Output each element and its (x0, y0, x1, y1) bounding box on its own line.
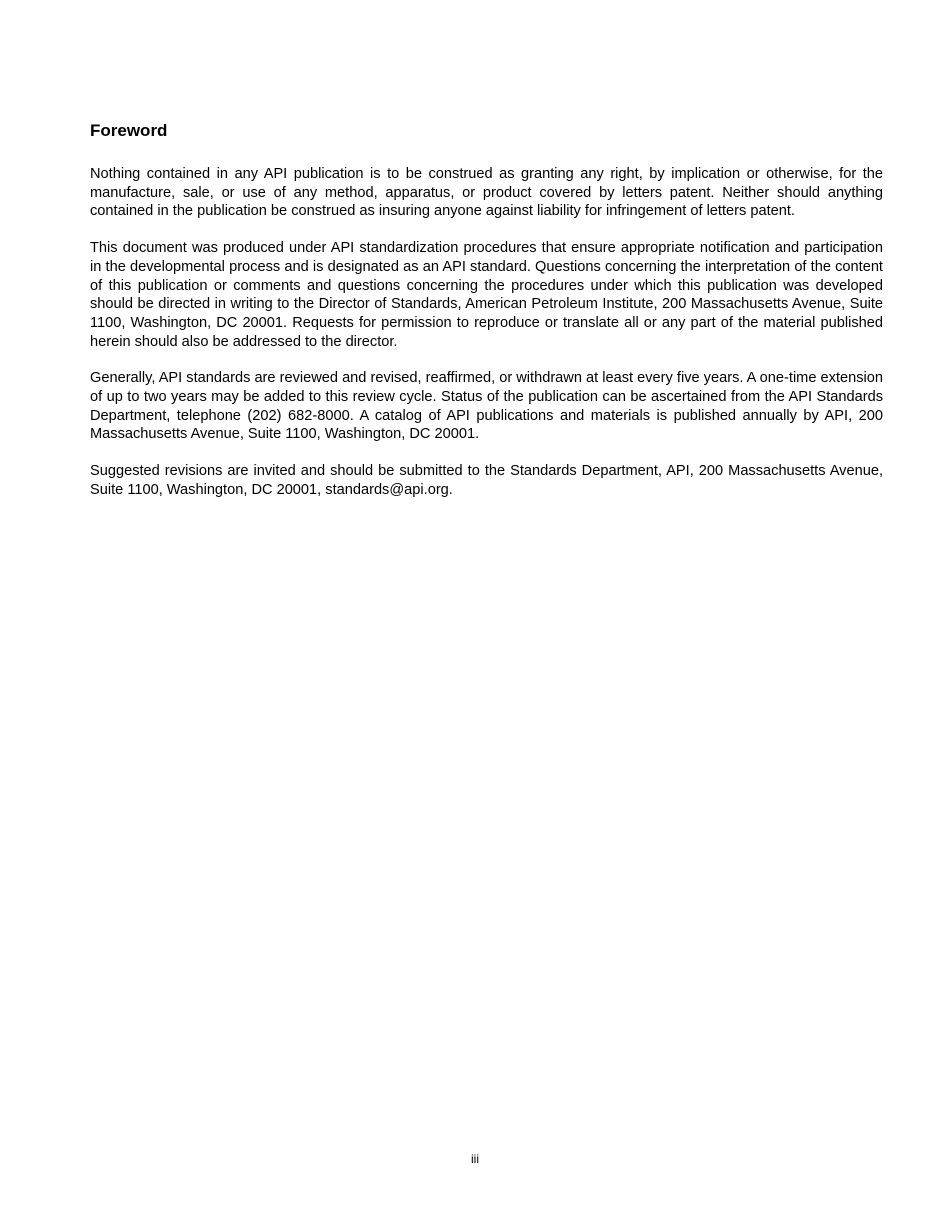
foreword-body (90, 165, 883, 518)
paragraph-review-cycle: Generally, API standards are reviewed and revised, reaffirmed, or withdrawn at least every five years. A one-time extension of up to two years may be added to this review cycle. Status of the publication can be ascertained from the API Standards Department, telephone (202) 682-8000. A catalog of API publications and materials is published annually by API, 200 Massachusetts Avenue, Suite 1100, Washington, DC 20001. (90, 370, 883, 443)
page-title: Foreword (90, 121, 168, 140)
paragraph-suggested-revisions: Suggested revisions are invited and should be submitted to the Standards Department, API, 200 Massachusetts Avenue, Suite 1100, Washington, DC 20001, standards@api.org. (90, 463, 883, 498)
page-number: iii (471, 1152, 479, 1166)
paragraph-patent-disclaimer: Nothing contained in any API publication is to be construed as granting any right, by implication or otherwise, for the manufacture, sale, or use of any method, apparatus, or product covered by letters patent. Neither should anything contained in the publication be construed as insuring anyone against liability for infringement of letters patent. (90, 166, 883, 220)
paragraph-standardization-procedures: This document was produced under API standardization procedures that ensure appropriate notification and participation in the developmental process and is designated as an API standard. Questions concerning the interpretation of the content of this publication or comments and questions concerning the procedures under which this publication was developed should be directed in writing to the Director of Standards, American Petroleum Institute, 200 Massachusetts Avenue, Suite 1100, Washington, DC 20001. Requests for permission to reproduce or translate all or any part of the material published herein should also be addressed to the director. (90, 240, 883, 350)
